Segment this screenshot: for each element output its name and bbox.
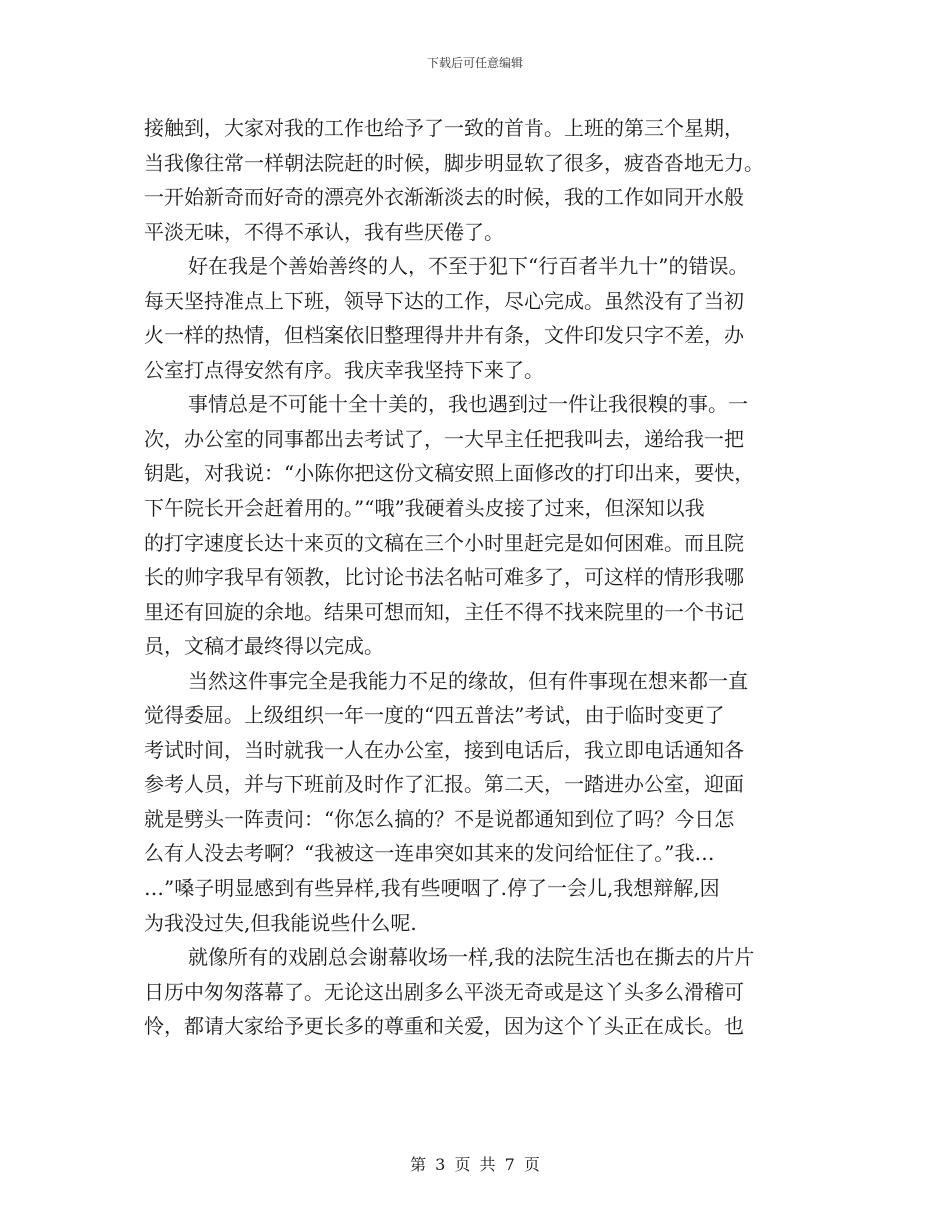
text-line: 次，办公室的同事都出去考试了，一大早主任把我叫去，递给我一把 (144, 426, 744, 451)
text-line: 的打字速度长达十来页的文稿在三个小时里赶完是如何困难。而且院 (144, 530, 744, 555)
text-line: 觉得委屈。上级组织一年一度的“四五普法”考试，由于临时变更了 (144, 703, 725, 728)
text-line: 参考人员，并与下班前及时作了汇报。第二天，一踏进办公室，迎面 (144, 772, 744, 797)
text-line: 一开始新奇而好奇的漂亮外衣渐渐淡去的时候，我的工作如同开水般 (144, 185, 744, 210)
text-line: 为我没过失,但我能说些什么呢. (144, 910, 417, 935)
text-line: 接触到，大家对我的工作也给予了一致的首肯。上班的第三个星期， (144, 116, 744, 140)
text-line: 就是劈头一阵责问：“你怎么搞的？不是说都通知到位了吗？今日怎 (144, 806, 735, 831)
text-line: 下午院长开会赶着用的。”“哦”我硬着头皮接了过来，但深知以我 (144, 496, 705, 521)
page-header: 下载后可任意编辑 (426, 56, 523, 70)
paragraph-start-line: 事情总是不可能十全十美的，我也遇到过一件让我很糗的事。一 (188, 392, 748, 417)
text-line: 里还有回旋的余地。结果可想而知，主任不得不找来院里的一个书记 (144, 599, 744, 624)
paragraph-start-line: 就像所有的戏剧总会谢幕收场一样,我的法院生活也在撕去的片片 (188, 945, 755, 970)
text-line: 员，文稿才最终得以完成。 (144, 634, 384, 659)
text-line: 考试时间，当时就我一人在办公室，接到电话后，我立即电话通知各 (144, 737, 744, 762)
text-line: 每天坚持准点上下班，领导下达的工作，尽心完成。虽然没有了当初 (144, 288, 744, 313)
body-text (144, 111, 816, 1044)
text-line: 火一样的热情，但档案依旧整理得井井有条，文件印发只字不差，办 (144, 323, 744, 348)
text-line: 日历中匆匆落幕了。无论这出剧多么平淡无奇或是这丫头多么滑稽可 (144, 979, 744, 1004)
paragraph-start-line: 好在我是个善始善终的人，不至于犯下“行百者半九十”的错误。 (188, 254, 749, 279)
paragraph-start-line: 当然这件事完全是我能力不足的缘故，但有件事现在想来都一直 (188, 668, 748, 693)
text-line: …”嗓子明显感到有些异样,我有些哽咽了.停了一会儿,我想辩解,因 (144, 876, 720, 901)
text-line: 当我像往常一样朝法院赶的时候，脚步明显软了很多，疲沓沓地无力。 (144, 150, 764, 175)
text-line: 平淡无味，不得不承认，我有些厌倦了。 (144, 219, 504, 244)
text-line: 长的帅字我早有领教，比讨论书法名帖可难多了，可这样的情形我哪 (144, 565, 744, 590)
text-line: 么有人没去考啊？“我被这一连串突如其来的发问给怔住了。”我… (144, 841, 715, 866)
text-line: 公室打点得安然有序。我庆幸我坚持下来了。 (144, 357, 544, 382)
page-footer: 第 3 页 共 7 页 (410, 1155, 540, 1174)
text-line: 怜，都请大家给予更长多的尊重和关爱，因为这个丫头正在成长。也 (144, 1014, 744, 1039)
text-line: 钥匙，对我说：“小陈你把这份文稿安照上面修改的打印出来，要快， (144, 461, 755, 486)
